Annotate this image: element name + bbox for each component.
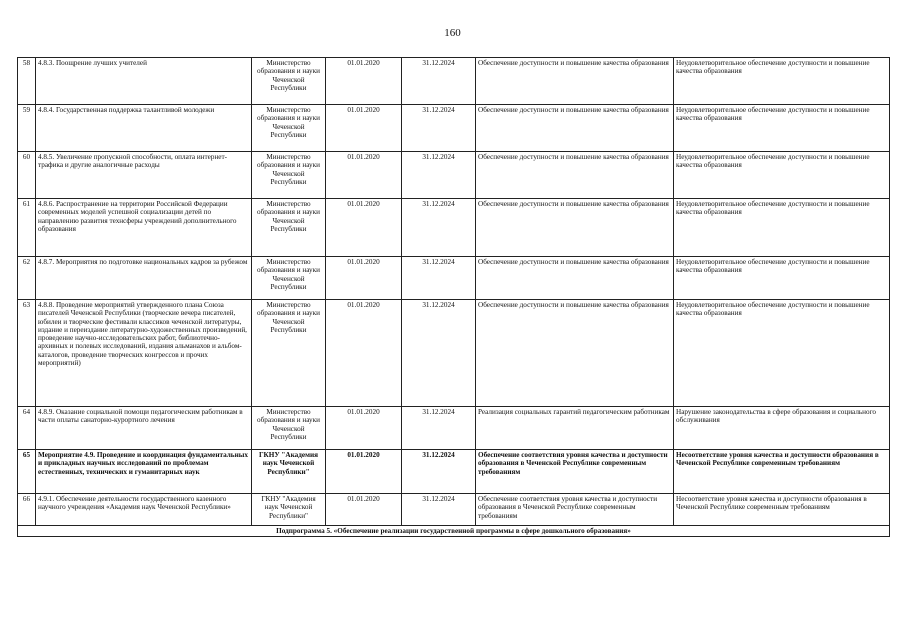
row-number: 62	[18, 257, 36, 300]
end-date-cell: 31.12.2024	[402, 494, 476, 526]
executor-cell: Министерство образования и науки Чеченской Республики	[252, 257, 326, 300]
start-date-cell: 01.01.2020	[326, 450, 402, 494]
end-date-cell: 31.12.2024	[402, 199, 476, 257]
result-cell: Обеспечение доступности и повышение качества образования	[476, 105, 674, 152]
executor-cell: ГКНУ "Академия наук Чеченской Республики"	[252, 450, 326, 494]
row-number: 65	[18, 450, 36, 494]
consequence-cell: Неудовлетворительное обеспечение доступности и повышение качества образования	[674, 152, 890, 199]
start-date-cell: 01.01.2020	[326, 494, 402, 526]
executor-cell: Министерство образования и науки Чеченской Республики	[252, 407, 326, 450]
executor-cell: Министерство образования и науки Чеченской Республики	[252, 152, 326, 199]
row-number: 63	[18, 300, 36, 407]
result-cell: Обеспечение соответствия уровня качества и доступности образования в Чеченской Республике современным требованиям	[476, 450, 674, 494]
result-cell: Обеспечение доступности и повышение качества образования	[476, 257, 674, 300]
activity-cell: 4.8.7. Мероприятия по подготовке национальных кадров за рубежом	[36, 257, 252, 300]
consequence-cell: Несоответствие уровня качества и доступности образования в Чеченской Республике современным требованиям	[674, 494, 890, 526]
result-cell: Обеспечение доступности и повышение качества образования	[476, 152, 674, 199]
start-date-cell: 01.01.2020	[326, 257, 402, 300]
start-date-cell: 01.01.2020	[326, 58, 402, 105]
row-number: 59	[18, 105, 36, 152]
table-row	[18, 257, 890, 300]
start-date-cell: 01.01.2020	[326, 105, 402, 152]
result-cell: Обеспечение доступности и повышение качества образования	[476, 199, 674, 257]
activity-cell: 4.8.8. Проведение мероприятий утвержденного плана Союза писателей Чеченской Республики (творческие вечера писателей, юбилеи и творческие фестивали классиков чеченской литературы, издание и переиздание литературно-художественных произведений, проведение научно-исследовательских работ, библиотечно-архивных и полевых исследований, издания альманахов и альбом-каталогов, проведение творческих конгрессов и прочих мероприятий)	[36, 300, 252, 407]
consequence-cell: Неудовлетворительное обеспечение доступности и повышение качества образования	[674, 105, 890, 152]
subprogram-row	[18, 526, 890, 537]
start-date-cell: 01.01.2020	[326, 152, 402, 199]
start-date-cell: 01.01.2020	[326, 199, 402, 257]
result-cell: Обеспечение соответствия уровня качества и доступности образования в Чеченской Республике современным требованиям	[476, 494, 674, 526]
start-date-cell: 01.01.2020	[326, 407, 402, 450]
result-cell: Обеспечение доступности и повышение качества образования	[476, 300, 674, 407]
end-date-cell: 31.12.2024	[402, 105, 476, 152]
table-body	[18, 58, 890, 526]
executor-cell: Министерство образования и науки Чеченской Республики	[252, 105, 326, 152]
activity-cell: 4.8.5. Увеличение пропускной способности, оплата интернет-трафика и другие аналогичные расходы	[36, 152, 252, 199]
start-date-cell: 01.01.2020	[326, 300, 402, 407]
consequence-cell: Неудовлетворительное обеспечение доступности и повышение качества образования	[674, 257, 890, 300]
executor-cell: Министерство образования и науки Чеченской Республики	[252, 58, 326, 105]
row-number: 61	[18, 199, 36, 257]
table-row	[18, 494, 890, 526]
consequence-cell: Нарушение законодательства в сфере образования и социального обслуживания	[674, 407, 890, 450]
activity-cell: 4.9.1. Обеспечение деятельности государственного казенного научного учреждения «Академия наук Чеченской Республики»	[36, 494, 252, 526]
activity-cell: 4.8.4. Государственная поддержка талантливой молодежи	[36, 105, 252, 152]
row-number: 64	[18, 407, 36, 450]
row-number: 66	[18, 494, 36, 526]
activity-cell: 4.8.9. Оказание социальной помощи педагогическим работникам в части оплаты санаторно-курортного лечения	[36, 407, 252, 450]
consequence-cell: Неудовлетворительное обеспечение доступности и повышение качества образования	[674, 58, 890, 105]
activity-cell: Мероприятие 4.9. Проведение и координация фундаментальных и прикладных научных исследований по проблемам естественных, технических и гуманитарных наук	[36, 450, 252, 494]
end-date-cell: 31.12.2024	[402, 450, 476, 494]
subprogram-title: Подпрограмма 5. «Обеспечение реализации государственной программы в сфере дошкольного образования»	[18, 526, 890, 537]
table-row	[18, 450, 890, 494]
consequence-cell: Неудовлетворительное обеспечение доступности и повышение качества образования	[674, 300, 890, 407]
executor-cell: Министерство образования и науки Чеченской Республики	[252, 300, 326, 407]
end-date-cell: 31.12.2024	[402, 300, 476, 407]
activity-cell: 4.8.3. Поощрение лучших учителей	[36, 58, 252, 105]
table-row	[18, 300, 890, 407]
consequence-cell: Неудовлетворительное обеспечение доступности и повышение качества образования	[674, 199, 890, 257]
end-date-cell: 31.12.2024	[402, 152, 476, 199]
activities-table	[17, 57, 890, 537]
table-row	[18, 58, 890, 105]
result-cell: Обеспечение доступности и повышение качества образования	[476, 58, 674, 105]
row-number: 58	[18, 58, 36, 105]
executor-cell: ГКНУ "Академия наук Чеченской Республики"	[252, 494, 326, 526]
page-number: 160	[444, 27, 461, 39]
executor-cell: Министерство образования и науки Чеченской Республики	[252, 199, 326, 257]
table-row	[18, 407, 890, 450]
result-cell: Реализация социальных гарантий педагогическим работникам	[476, 407, 674, 450]
table-row	[18, 199, 890, 257]
end-date-cell: 31.12.2024	[402, 407, 476, 450]
table-row	[18, 105, 890, 152]
activity-cell: 4.8.6. Распространение на территории Российской Федерации современных моделей успешной социализации детей по направлению развития технсферы учреждений дополнительного образования	[36, 199, 252, 257]
end-date-cell: 31.12.2024	[402, 58, 476, 105]
consequence-cell: Несоответствие уровня качества и доступности образования в Чеченской Республике современным требованиям	[674, 450, 890, 494]
end-date-cell: 31.12.2024	[402, 257, 476, 300]
table-row	[18, 152, 890, 199]
row-number: 60	[18, 152, 36, 199]
